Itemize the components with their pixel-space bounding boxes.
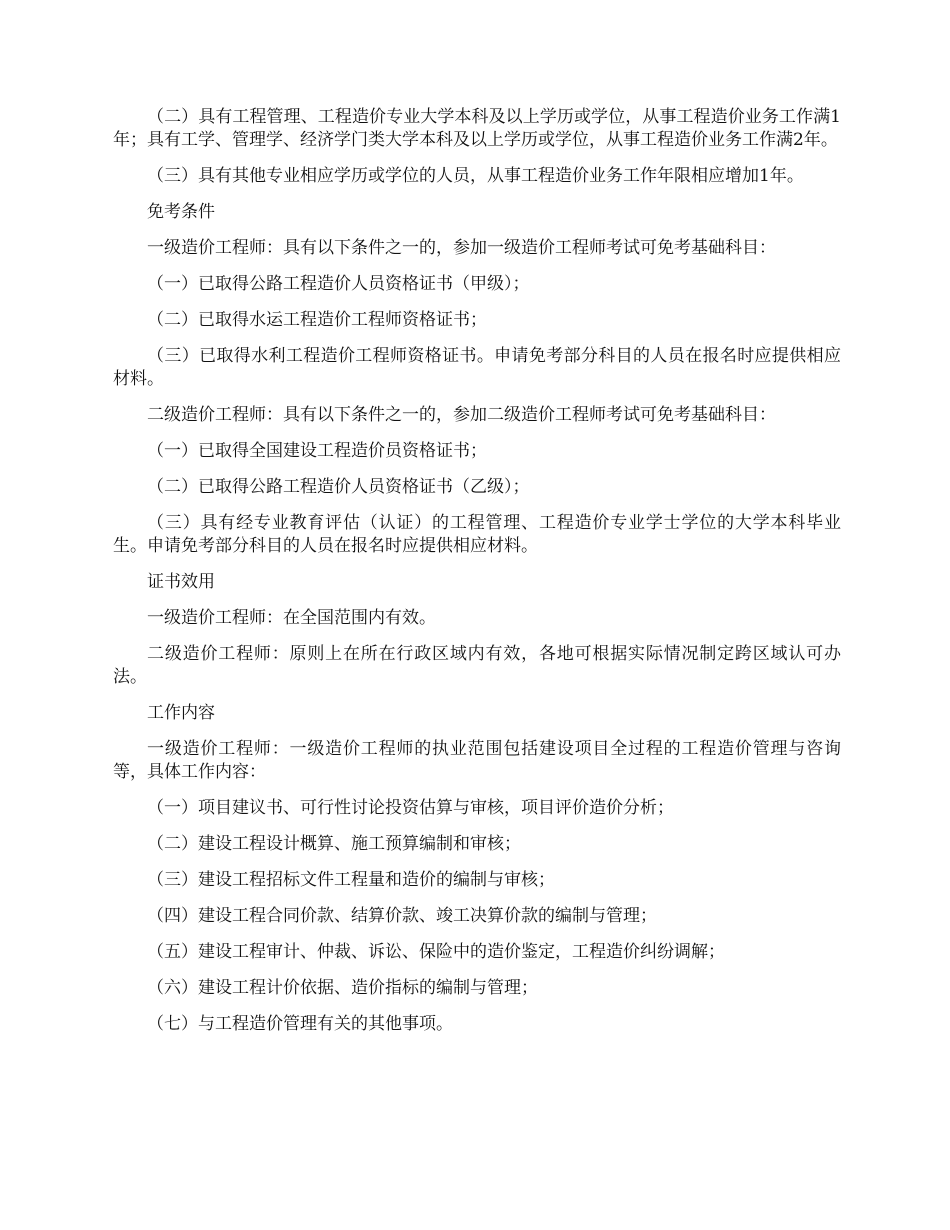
paragraph-work-item-2: （二）建设工程设计概算、施工预算编制和审核； [147, 834, 521, 854]
heading-exemption-conditions: 免考条件 [147, 202, 215, 222]
paragraph-level2-exemption-intro: 二级造价工程师：具有以下条件之一的，参加二级造价工程师考试可免考基础科目： [147, 405, 776, 425]
paragraph-level1-exemption-2: （二）已取得水运工程造价工程师资格证书； [147, 310, 487, 330]
paragraph-level1-exemption-intro: 一级造价工程师：具有以下条件之一的，参加一级造价工程师考试可免考基础科目： [147, 238, 776, 258]
paragraph-level2-exemption-1: （一）已取得全国建设工程造价员资格证书； [147, 441, 487, 461]
paragraph-level2-validity: 二级造价工程师：原则上在所在行政区域内有效，各地可根据实际情况制定跨区域认可办法。 [113, 644, 841, 687]
paragraph-work-item-3: （三）建设工程招标文件工程量和造价的编制与审核； [147, 870, 555, 890]
paragraph-work-item-5: （五）建设工程审计、仲裁、诉讼、保险中的造价鉴定，工程造价纠纷调解； [147, 942, 725, 962]
paragraph-level1-exemption-1: （一）已取得公路工程造价人员资格证书（甲级）； [147, 274, 530, 294]
paragraph-qualification-3: （三）具有其他专业相应学历或学位的人员，从事工程造价业务工作年限相应增加1年。 [147, 166, 804, 186]
paragraph-level2-exemption-3: （三）具有经专业教育评估（认证）的工程管理、工程造价专业学士学位的大学本科毕业生。申请免考部分科目的人员在报名时应提供相应材料。 [113, 513, 841, 556]
paragraph-level2-exemption-2: （二）已取得公路工程造价人员资格证书（乙级）； [147, 477, 530, 497]
paragraph-work-item-7: （七）与工程造价管理有关的其他事项。 [147, 1014, 453, 1034]
document-page [113, 106, 841, 1049]
paragraph-level1-validity: 一级造价工程师：在全国范围内有效。 [147, 608, 436, 628]
paragraph-work-item-1: （一）项目建议书、可行性讨论投资估算与审核，项目评价造价分析； [147, 798, 674, 818]
heading-work-content: 工作内容 [147, 703, 215, 723]
paragraph-qualification-2: （二）具有工程管理、工程造价专业大学本科及以上学历或学位，从事工程造价业务工作满1年；具有工学、管理学、经济学门类大学本科及以上学历或学位，从事工程造价业务工作满2年。 [113, 107, 841, 150]
paragraph-work-item-4: （四）建设工程合同价款、结算价款、竣工决算价款的编制与管理； [147, 906, 657, 926]
paragraph-level1-work-intro: 一级造价工程师：一级造价工程师的执业范围包括建设项目全过程的工程造价管理与咨询等，具体工作内容： [113, 739, 841, 782]
paragraph-level1-exemption-3: （三）已取得水利工程造价工程师资格证书。申请免考部分科目的人员在报名时应提供相应材料。 [113, 346, 841, 389]
heading-certificate-validity: 证书效用 [147, 572, 215, 592]
paragraph-work-item-6: （六）建设工程计价依据、造价指标的编制与管理； [147, 978, 538, 998]
